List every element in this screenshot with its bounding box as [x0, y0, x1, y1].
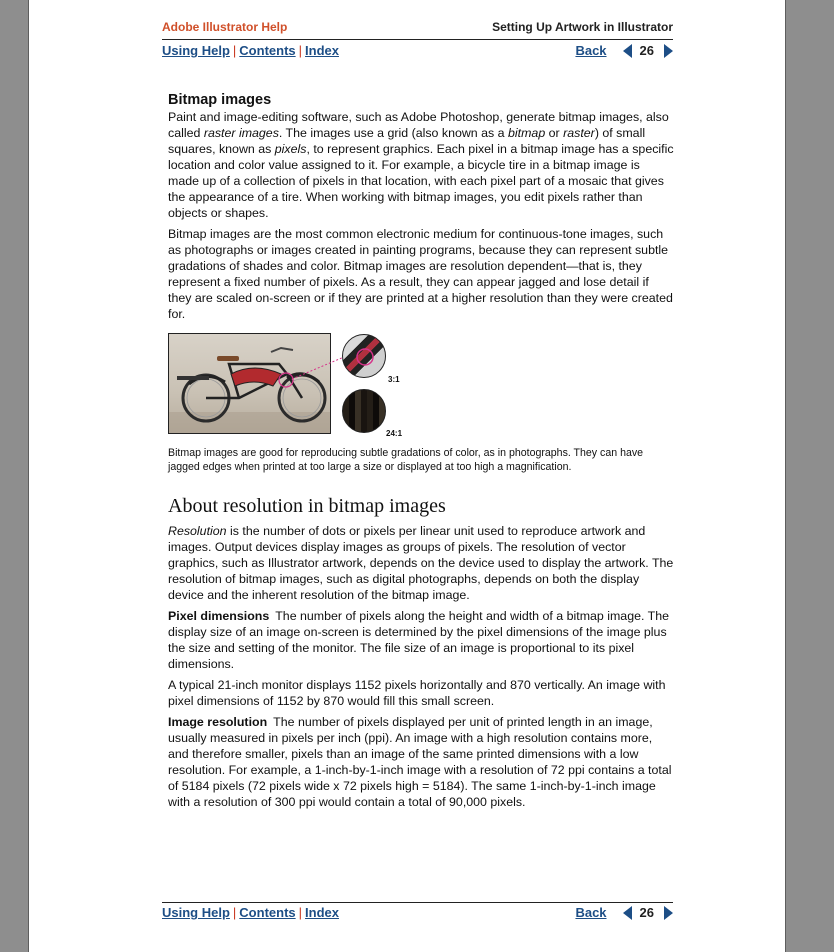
- header-product-title: Adobe Illustrator Help: [162, 20, 288, 34]
- image-resolution-paragraph: Image resolution The number of pixels displayed per unit of printed length in an image, usually measured in pixels per inch (ppi). An image with a high resolution contains more, and therefore smaller, pixels than an image of the same printed dimensions with a low resolution. For example, a 1-inch-by-1-inch image with a resolution of 72 ppi contains a total of 5184 pixels (72 pixels wide x 72 pixels high = 5184). The same 1-inch-by-1-inch image with a resolution of 300 ppi would contain a total of 90,000 pixels.: [168, 715, 672, 809]
- zoom-3x-label: 3:1: [388, 375, 400, 384]
- resolution-paragraph-1: Resolution is the number of dots or pixels per linear unit used to reproduce artwork and images. Output devices display images as groups of pixels. The resolution of vector graphics, such as Illustrator artwork, depends on the device used to display the artwork. The resolution of bitmap images, such as digital photographs, depends on both the display device and the inherent resolution of the bitmap image.: [168, 524, 674, 602]
- zoom-callout-lines: [290, 333, 350, 423]
- nav-separator: |: [298, 905, 303, 920]
- using-help-link[interactable]: Using Help: [162, 905, 230, 920]
- previous-page-arrow-icon[interactable]: [623, 44, 632, 58]
- image-resolution-term: Image resolution: [168, 715, 268, 729]
- zoom-24x-magnifier: [342, 389, 386, 433]
- section-heading-bitmap-images: Bitmap images: [168, 92, 272, 108]
- zoom-3x-magnifier: [342, 334, 386, 378]
- page-number: 26: [639, 905, 654, 920]
- section-heading-resolution: About resolution in bitmap images: [168, 495, 446, 517]
- page-number: 26: [639, 43, 654, 58]
- pixel-dimensions-paragraph: Pixel dimensions The number of pixels along the height and width of a bitmap image. The display size of an image on-screen is determined by the pixel dimensions of the image plus the size and setting of the monitor. The file size of an image is proportional to its pixel dimensions.: [168, 609, 669, 671]
- back-link[interactable]: Back: [575, 905, 607, 920]
- nav-separator: |: [298, 43, 303, 58]
- header-rule: [162, 39, 673, 40]
- running-header: [162, 18, 673, 36]
- using-help-link[interactable]: Using Help: [162, 43, 230, 58]
- contents-link[interactable]: Contents: [239, 905, 296, 920]
- pixel-dimensions-term: Pixel dimensions: [168, 609, 270, 623]
- top-nav-bar: [162, 41, 673, 61]
- bitmap-paragraph-2: Bitmap images are the most common electronic medium for continuous-tone images, such as photographs or images created in painting programs, because they can represent subtle gradations of shades and color. Bitmap images are resolution dependent—that is, they represent a fixed number of pixels. As a result, they can appear jagged and lose detail if they are scaled on-screen or if they are printed at a higher resolution than they were created for.: [168, 227, 673, 321]
- index-link[interactable]: Index: [305, 905, 339, 920]
- zoom-24x-label: 24:1: [386, 429, 403, 438]
- document-page: [28, 0, 786, 952]
- next-page-arrow-icon[interactable]: [664, 44, 673, 58]
- main-content: [168, 92, 674, 815]
- nav-separator: |: [232, 905, 237, 920]
- header-chapter-title: Setting Up Artwork in Illustrator: [492, 20, 673, 34]
- next-page-arrow-icon[interactable]: [664, 906, 673, 920]
- bottom-nav-bar: [162, 903, 673, 923]
- bitmap-paragraph-1: Paint and image-editing software, such as Adobe Photoshop, generate bitmap images, also called raster images. The images use a grid (also known as a bitmap or raster) of small squares, known as pixels, to represent graphics. Each pixel in a bitmap image has a specific location and color value assigned to it. For example, a bicycle tire in a bitmap image is made up of a collection of pixels in that location, with each pixel part of a mosaic that gives the appearance of a tire. When working with bitmap images, you edit pixels rather than objects or shapes.: [168, 110, 674, 220]
- nav-separator: |: [232, 43, 237, 58]
- contents-link[interactable]: Contents: [239, 43, 296, 58]
- monitor-paragraph: A typical 21-inch monitor displays 1152 pixels horizontally and 870 vertically. An image with pixel dimensions of 1152 by 870 would fill this small screen.: [168, 678, 666, 708]
- index-link[interactable]: Index: [305, 43, 339, 58]
- back-link[interactable]: Back: [575, 43, 607, 58]
- bitmap-figure: [168, 333, 674, 441]
- figure-caption: Bitmap images are good for reproducing subtle gradations of color, as in photographs. They can have jagged edges when printed at too large a size or displayed at too high a magnification.: [168, 447, 644, 473]
- previous-page-arrow-icon[interactable]: [623, 906, 632, 920]
